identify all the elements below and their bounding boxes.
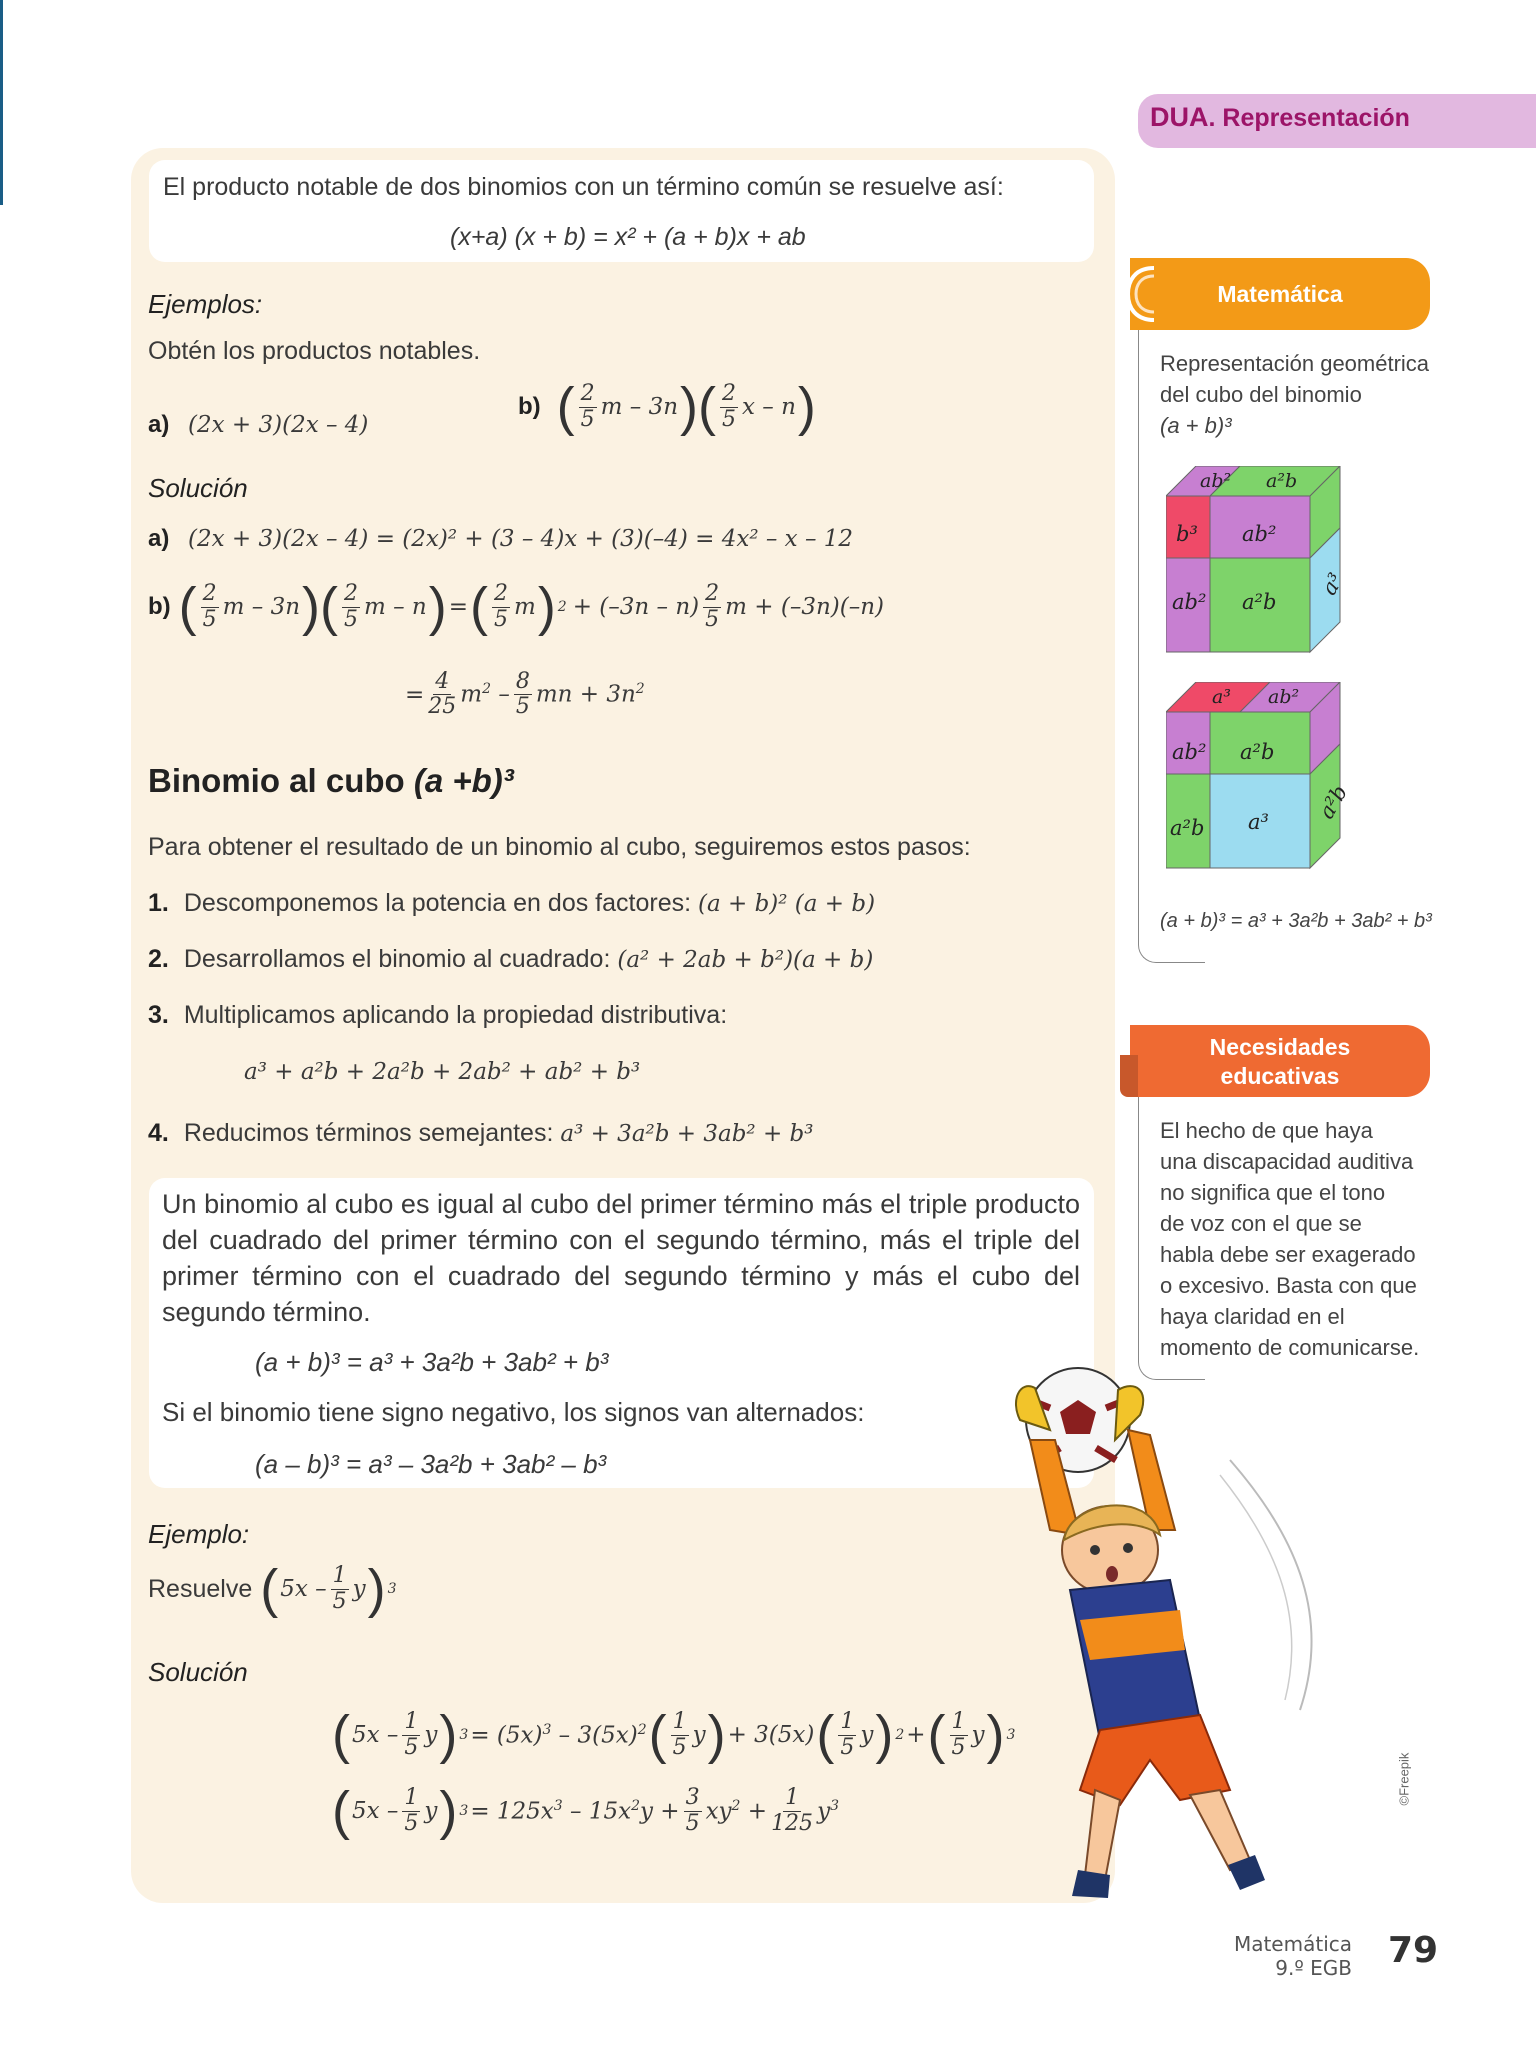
- nee-line: habla debe ser exagerado: [1160, 1242, 1416, 1267]
- dua-label: DUA: [1150, 102, 1209, 132]
- goalkeeper-illustration: [1000, 1360, 1370, 1900]
- step-1-text: Descomponemos la potencia en dos factores:: [183, 889, 698, 917]
- nee-tab-line1: Necesidades: [1209, 1034, 1351, 1060]
- cube2-label-f3: a²b: [1170, 816, 1205, 840]
- step-3-text: Multiplicamos aplicando la propiedad distributiva:: [183, 1001, 728, 1029]
- image-credit: ©Freepik: [1396, 1752, 1412, 1806]
- solution-b: b) ( $\frac{2}{5}$ m – 3n )( $\frac{2}{5}$ m – n ) = ( $\frac{2}{5}$ m ) 2 + (–3n – n) $\frac{2}{5}$ m + (–3n)(–n): [148, 577, 884, 637]
- solution-a-expr: (2x + 3)(2x – 4) = (2x)² + (3 – 4)x + (3)(–4) = 4x² – x – 12: [188, 526, 854, 552]
- nee-line: haya claridad en el: [1160, 1304, 1345, 1329]
- step-4-math: a³ + 3a²b + 3ab² + b³: [560, 1121, 814, 1147]
- definition-text: Un binomio al cubo es igual al cubo del primer término más el triple producto del cuadrado del primer término con el segundo término, más el triple del primer término con el cuadrado del segundo término y más el cubo del segundo término.: [162, 1189, 1080, 1327]
- math-tab: Matemática: [1130, 258, 1430, 330]
- cube-diagram-1: [1166, 466, 1352, 656]
- section-title-math: (a +b)³: [413, 762, 514, 799]
- cube1-label-f2: ab²: [1242, 522, 1277, 546]
- dua-title: [1150, 102, 1410, 133]
- nee-line: no significa que el tono: [1160, 1180, 1386, 1205]
- example-a-expr: (2x + 3)(2x – 4): [188, 412, 369, 438]
- nee-line: de voz con el que se: [1160, 1211, 1362, 1236]
- step-2-num: 2.: [148, 945, 169, 973]
- math-text-3: (a + b)³: [1160, 413, 1232, 438]
- section-title: [148, 762, 514, 800]
- step-3: [148, 1000, 727, 1031]
- c-curl-icon: [1120, 262, 1164, 326]
- intro-formula: (x+a) (x + b) = x² + (a + b)x + ab: [450, 223, 806, 251]
- example2-step2: ( 5x – $\frac{1}{5}$ y ) 3 = $125x^3 - 15x^2y$ + $\frac{3}{5}$ $xy^2$ + $\frac{1}{125}$ $y^3$: [332, 1781, 839, 1841]
- cube2-label-f1: ab²: [1172, 740, 1207, 764]
- example-b-label: b): [518, 393, 541, 420]
- nee-tab-fold: [1120, 1055, 1138, 1097]
- nee-line: momento de comunicarse.: [1160, 1335, 1420, 1360]
- math-text-2: del cubo del binomio: [1160, 382, 1362, 407]
- example-b: b) ( $\frac{2}{5}$ m – 3n )( $\frac{2}{5}$ x – n ): [518, 377, 816, 437]
- cube-diagram-2: [1166, 682, 1352, 872]
- example2-solution-heading: Solución: [148, 1657, 248, 1687]
- nee-tab: [1130, 1025, 1430, 1097]
- cube2-label-top1: a³: [1212, 686, 1231, 708]
- step-3-num: 3.: [148, 1001, 169, 1029]
- credit-wrap: [1392, 1730, 1416, 1810]
- nee-text: [1160, 1115, 1419, 1363]
- cube1-label-top1: ab²: [1200, 470, 1232, 492]
- step-2-text: Desarrollamos el binomio al cuadrado:: [183, 945, 618, 973]
- examples-heading: Ejemplos:: [148, 289, 263, 319]
- page-edge-bar: [0, 0, 3, 205]
- intro-text: El producto notable de dos binomios con un término común se resuelve así:: [163, 173, 1004, 201]
- nee-tab-line2: educativas: [1220, 1063, 1340, 1089]
- example2-problem: Resuelve ( 5x – $\frac{1}{5}$ y ) 3: [148, 1559, 397, 1619]
- step-1-math: (a + b)² (a + b): [698, 891, 876, 917]
- solution-b-result: = $\frac{4}{25}$ $m^2$ – $\frac{8}{5}$ mn + $3n^2$: [405, 669, 645, 720]
- cube2-label-f2: a²b: [1240, 740, 1275, 764]
- solution-b-label: b): [148, 593, 171, 620]
- step-2-math: (a² + 2ab + b²)(a + b): [617, 947, 874, 973]
- nee-line: El hecho de que haya: [1160, 1118, 1373, 1143]
- cube1-label-f1: b³: [1176, 522, 1198, 546]
- section-intro: Para obtener el resultado de un binomio al cubo, seguiremos estos pasos:: [148, 833, 971, 861]
- negative-text: Si el binomio tiene signo negativo, los signos van alternados:: [162, 1397, 865, 1427]
- step-4: [148, 1118, 814, 1149]
- solution-heading: Solución: [148, 473, 248, 503]
- solution-a: [148, 524, 853, 554]
- step-3-math: a³ + a²b + 2a²b + 2ab² + ab² + b³: [244, 1059, 641, 1085]
- footer-grade: 9.º EGB: [1275, 1956, 1352, 1980]
- cube2-label-side: a²b: [1314, 781, 1353, 823]
- formula-plus: (a + b)³ = a³ + 3a²b + 3ab² + b³: [255, 1347, 609, 1377]
- cube2-label-f4: a³: [1248, 810, 1269, 834]
- example-a-label: a): [148, 411, 170, 438]
- step-2: [148, 944, 873, 975]
- footer-subject: Matemática: [1233, 1932, 1352, 1956]
- nee-line: una discapacidad auditiva: [1160, 1149, 1414, 1174]
- math-formula: (a + b)³ = a³ + 3a²b + 3ab² + b³: [1160, 910, 1432, 932]
- example2-step1: ( 5x – $\frac{1}{5}$ y ) 3 = $(5x)^3 - 3(5x)^2$ ( $\frac{1}{5}$ y ) + 3(5x) ( $\frac{1}{5}$ y ) 2 + ( $\frac{1}{5}$ y ) 3: [332, 1705, 1016, 1765]
- cube1-label-top2: a²b: [1266, 470, 1298, 492]
- cube1-label-side: a³: [1316, 568, 1349, 600]
- page-number: 79: [1388, 1930, 1439, 1971]
- section-title-text: Binomio al cubo: [148, 762, 414, 799]
- examples-instruction: Obtén los productos notables.: [148, 337, 481, 365]
- example2-heading: Ejemplo:: [148, 1519, 250, 1549]
- step-4-num: 4.: [148, 1119, 169, 1147]
- step-4-text: Reducimos términos semejantes:: [183, 1119, 561, 1147]
- cube2-label-top2: ab²: [1268, 686, 1300, 708]
- example-a: [148, 410, 368, 440]
- resuelve-label: Resuelve: [148, 1574, 253, 1603]
- step-1: [148, 888, 875, 919]
- dua-subtitle: . Representación: [1208, 104, 1410, 132]
- solution-a-label: a): [148, 525, 170, 552]
- cube1-label-f3: ab²: [1172, 590, 1207, 614]
- nee-line: o excesivo. Basta con que: [1160, 1273, 1417, 1298]
- cube1-label-f4: a²b: [1242, 590, 1277, 614]
- math-text-1: Representación geométrica: [1160, 351, 1430, 376]
- formula-minus: (a – b)³ = a³ – 3a²b + 3ab² – b³: [255, 1449, 607, 1479]
- step-1-num: 1.: [148, 889, 169, 917]
